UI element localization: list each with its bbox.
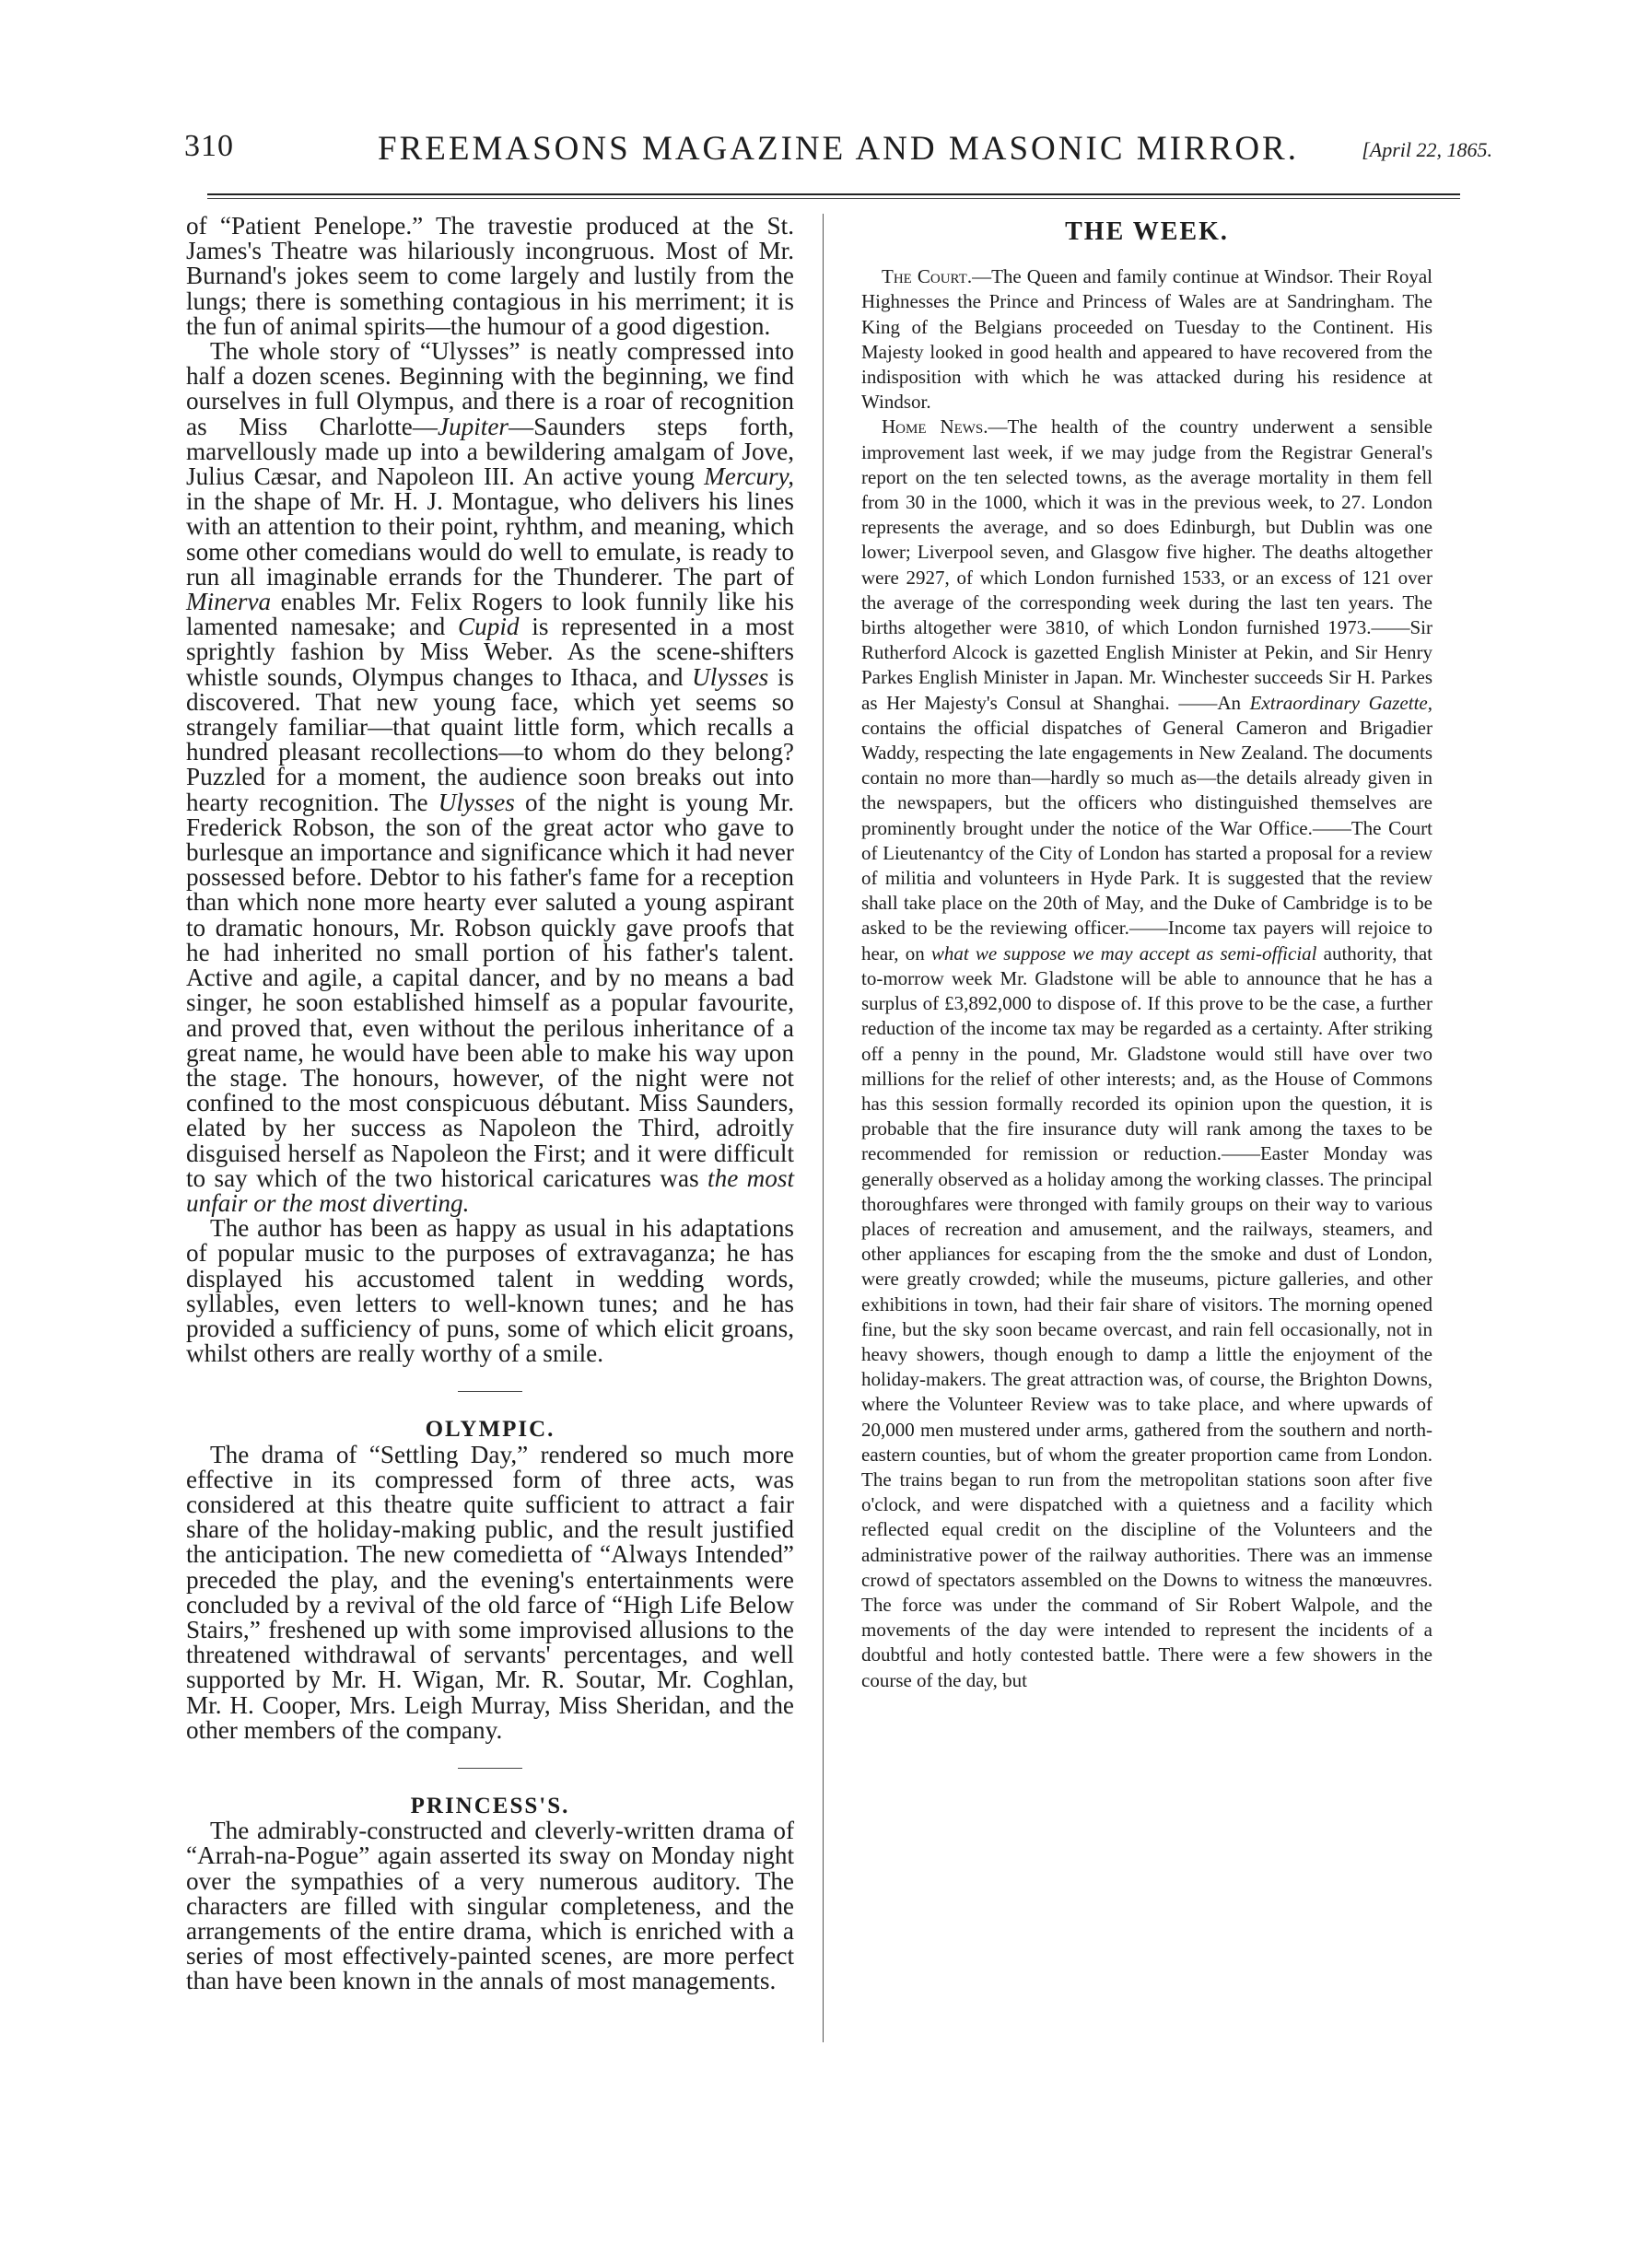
header-rule-thin xyxy=(207,198,1460,199)
issue-date: [April 22, 1865. xyxy=(1362,138,1492,161)
header-rule xyxy=(207,193,1460,195)
column-divider xyxy=(823,214,824,2042)
section-heading-princess: PRINCESS'S. xyxy=(410,1793,570,1818)
article-paragraph: of “Patient Penelope.” The travestie produced at the St. James's Theatre was hilariously incongruous. Most of Mr. Burnand's jokes seem to come largely and lustily from the lungs; there is something contagious in his merriment; it is the fun of animal spirits—the humour of a good digestion. xyxy=(186,212,794,340)
section-heading-the-week: THE WEEK. xyxy=(1065,217,1229,246)
section-separator xyxy=(458,1768,522,1769)
right-column xyxy=(861,214,1432,2268)
article-paragraph: The author has been as happy as usual in his adaptations of popular music to the purposes of extravaganza; he has displayed his accustomed talent in wedding words, syllables, even letters to well-known tunes; and he has provided a sufficiency of puns, some of which elicit groans, whilst others are really worthy of a smile. xyxy=(186,1214,794,1368)
article-paragraph: Home News.—The health of the country underwent a sensible improvement last week, if we may judge from the Registrar General's report on the ten selected towns, as the average mortality in them fell from 30 in the 1000, which it was in the previous week, to 27. London represents the average, and so does Edinburgh, but Dublin was one lower; Liverpool seven, and Glasgow five higher. The deaths altogether were 2927, of which London furnished 1533, or an excess of 121 over the average of the corresponding week during the last ten years. The births altogether were 3810, of which London furnished 1973.——Sir Rutherford Alcock is gazetted English Minister at Pekin, and Sir Henry Parkes English Minister in Japan. Mr. Winchester succeeds Sir H. Parkes as Her Majesty's Consul at Shanghai. ——An Extraordinary Gazette, contains the official dispatches of General Cameron and Brigadier Waddy, respecting the late engagements in New Zealand. The documents contain no more than—hardly so much as—the details already given in the newspapers, but the officers who distinguished themselves are prominently brought under the notice of the War Office.——The Court of Lieutenantcy of the City of London has started a proposal for a review of militia and volunteers in Hyde Park. It is suggested that the review shall take place on the 20th of May, and the Duke of Cambridge is to be asked to be the reviewing officer.——Income tax payers will rejoice to hear, on what we suppose we may accept as semi-official authority, that to-morrow week Mr. Gladstone will be able to announce that he has a surplus of £3,892,000 to dispose of. If this prove to be the case, a further reduction of the income tax may be regarded as a certainty. After striking off a penny in the pound, Mr. Gladstone would still have over two millions for the relief of other interests; and, as the House of Commons has this session formally recorded its opinion upon the question, it is probable that the fire insurance duty will rank among the taxes to be recommended for remission or reduction.——Easter Monday was generally observed as a holiday among the working classes. The principal thoroughfares were thronged with family groups on their way to various places of recreation and amusement, and the railways, steamers, and other appliances for escaping from the the smoke and dust of London, were greatly crowded; while the museums, picture galleries, and other exhibitions in town, had their fair share of visitors. The morning opened fine, but the sky soon became overcast, and rain fell occasionally, not in heavy showers, though enough to damp a little the enjoyment of the holiday-makers. The great attraction was, of course, the Brighton Downs, where the Volunteer Review was to take place, and where upwards of 20,000 men mustered under arms, gathered from the southern and north-eastern counties, but of whom the greater proportion came from London. The trains began to run from the metropolitan stations soon after five o'clock, and were dispatched with a quietness and a facility which reflected equal credit on the discipline of the Volunteers and the administrative power of the railway authorities. There was an immense crowd of spectators assembled on the Downs to witness the manœuvres. The force was under the command of Sir Robert Walpole, and the movements of the day were intended to represent the incidents of a doubtful and hotly contested battle. There were a few showers in the course of the day, but xyxy=(861,415,1433,1691)
masthead-title: FREEMASONS MAGAZINE AND MASONIC MIRROR. xyxy=(378,130,1299,168)
page-number: 310 xyxy=(184,129,234,163)
article-paragraph: The Court.—The Queen and family continue at Windsor. Their Royal Highnesses the Prince and Princess of Wales are at Sandringham. The King of the Belgians proceeded on Tuesday to the Continent. His Majesty looked in good health and appeared to have recovered from the indisposition with which he was attacked during his residence at Windsor. xyxy=(861,265,1433,414)
page-header xyxy=(184,129,1492,184)
section-separator xyxy=(458,1391,522,1392)
article-paragraph: The admirably-constructed and cleverly-written drama of “Arrah-na-Pogue” again asserted its sway on Monday night over the sympathies of a very numerous auditory. The characters are filled with singular completeness, and the arrangements of the entire drama, which is enriched with a series of most effectively-painted scenes, are more perfect than have been known in the annals of most managements. xyxy=(186,1817,794,1995)
section-heading-olympic: OLYMPIC. xyxy=(425,1417,555,1443)
article-paragraph: The drama of “Settling Day,” rendered so much more effective in its compressed form of three acts, was considered at this theatre quite sufficient to attract a fair share of the holiday-making public, and the result justified the anticipation. The new comedietta of “Always Intended” preceded the play, and the evening's entertainments were concluded by a revival of the old farce of “High Life Below Stairs,” freshened up with some improvised allusions to the threatened withdrawal of servants' percentages, and well supported by Mr. H. Wigan, Mr. R. Soutar, Mr. Coghlan, Mr. H. Cooper, Mrs. Leigh Murray, Miss Sheridan, and the other members of the company. xyxy=(186,1440,794,1744)
left-column xyxy=(186,214,794,2268)
article-paragraph: The whole story of “Ulysses” is neatly compressed into half a dozen scenes. Beginning with the beginning, we find ourselves in full Olympus, and there is a roar of recognition as Miss Charlotte—Jupiter—Saunders steps forth, marvellously made up into a bewildering amalgam of Jove, Julius Cæsar, and Napoleon III. An active young Mercury, in the shape of Mr. H. J. Montague, who delivers his lines with an attention to their point, ryhthm, and meaning, which some other comedians would do well to emulate, is ready to run all imaginable errands for the Thunderer. The part of Minerva enables Mr. Felix Rogers to look funnily like his lamented namesake; and Cupid is represented in a most sprightly fashion by Miss Weber. As the scene-shifters whistle sounds, Olympus changes to Ithaca, and Ulysses is discovered. That new young face, which yet seems so strangely familiar—that quaint little form, which recalls a hundred pleasant recollections—to whom do they belong? Puzzled for a moment, the audience soon breaks out into hearty recognition. The Ulysses of the night is young Mr. Frederick Robson, the son of the great actor who gave to burlesque an importance and significance which it had never possessed before. Debtor to his father's fame for a reception than which none more hearty ever saluted a young aspirant to dramatic honours, Mr. Robson quickly gave proofs that he had inherited no small portion of his father's talent. Active and agile, a capital dancer, and by no means a bad singer, he soon established himself as a popular favourite, and proved that, even without the perilous inheritance of a great name, he would have been able to make his way upon the stage. The honours, however, of the night were not confined to the most conspicuous débutant. Miss Saunders, elated by her success as Napoleon the Third, adroitly disguised herself as Napoleon the First; and it were difficult to say which of the two historical caricatures was the most unfair or the most diverting. xyxy=(186,337,794,1217)
